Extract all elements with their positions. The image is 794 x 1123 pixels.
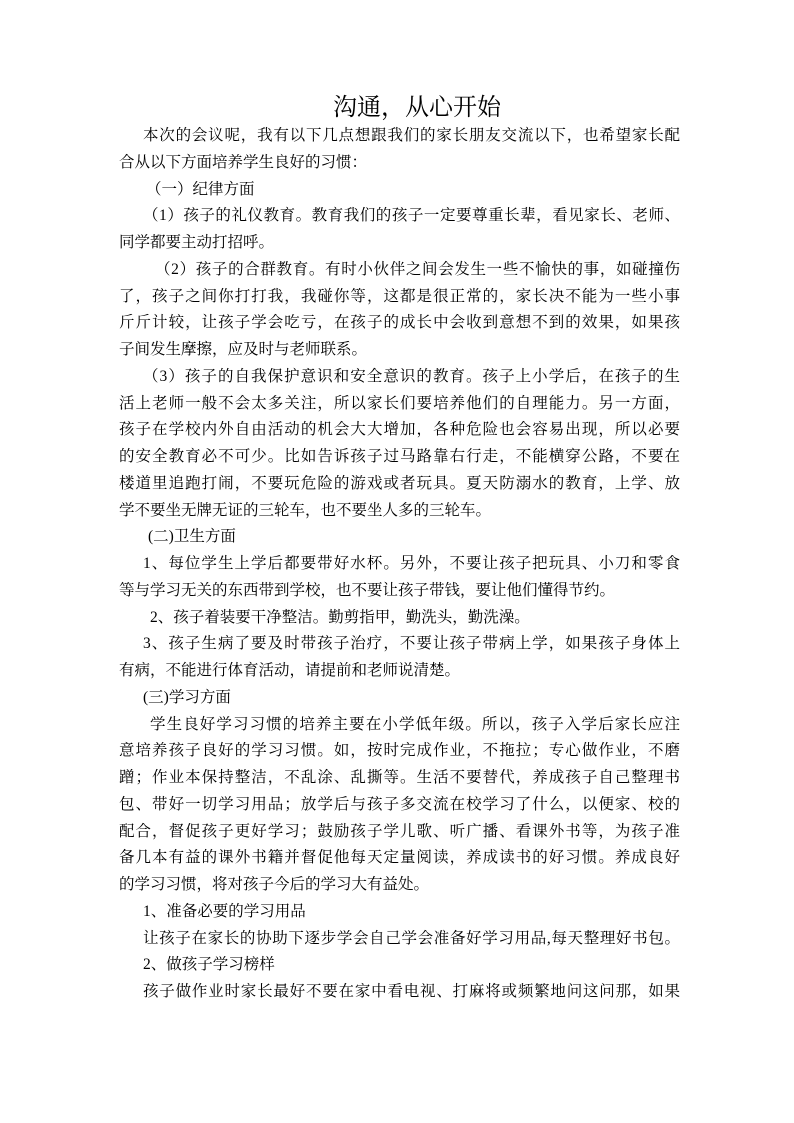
text-line: （1）孩子的礼仪教育。教育我们的孩子一定要尊重长辈，看见家长、老师、 [143,207,680,225]
sub-heading: 1、准备必要的学习用品 [143,902,306,920]
document-body [0,123,794,1006]
section-heading: （一）纪律方面 [146,180,255,198]
text-line: 2、孩子着装要干净整洁。勤剪指甲，勤洗头，勤洗澡。 [150,608,530,626]
text-line: （2）孩子的合群教育。有时小伙伴之间会发生一些不愉快的事，如碰撞伤 [155,260,680,278]
text-line: 等与学习无关的东西带到学校，也不要让孩子带钱，要让他们懂得节约。 [119,581,616,599]
section-heading: (三)学习方面 [143,688,231,706]
text-line: 孩子在学校内外自由活动的机会大大增加，各种危险也会容易出现，所以必要 [119,421,680,439]
text-line: 备几本有益的课外书籍并督促他每天定量阅读，养成读书的好习惯。养成良好 [119,849,680,867]
text-line: 包、带好一切学习用品；放学后与孩子多交流在校学习了什么，以便家、校的 [119,795,680,813]
text-line: 的安全教育必不可少。比如告诉孩子过马路靠右行走，不能横穿公路，不要在 [119,448,680,465]
text-line: 学不要坐无牌无证的三轮车，也不要坐人多的三轮车。 [119,501,492,519]
text-line: 的学习习惯，将对孩子今后的学习大有益处。 [119,876,430,893]
text-line: 同学都要主动打招呼。 [119,234,275,251]
text-line: 配合，督促孩子更好学习；鼓励孩子学儿歌、听广播、看课外书等，为孩子准 [119,822,680,840]
text-line: 楼道里追跑打闹，不要玩危险的游戏或者玩具。夏天防溺水的教育，上学、放 [119,474,680,492]
text-line: 了，孩子之间你打打我，我碰你等，这都是很正常的，家长决不能为一些小事 [119,287,680,305]
text-line: 3、孩子生病了要及时带孩子治疗，不要让孩子带病上学，如果孩子身体上 [143,635,680,653]
text-line: 斤斤计较，让孩子学会吃亏，在孩子的成长中会收到意想不到的效果，如果孩 [119,314,680,332]
section-heading: (二)卫生方面 [148,528,236,546]
text-line: 意培养孩子良好的学习习惯。如，按时完成作业，不拖拉；专心做作业，不磨 [119,742,680,760]
text-line: 本次的会议呢，我有以下几点想跟我们的家长朋友交流以下，也希望家长配 [143,127,680,144]
text-line: 孩子做作业时家长最好不要在家中看电视、打麻将或频繁地问这问那，如果 [143,983,680,1000]
text-line: （3）孩子的自我保护意识和安全意识的教育。孩子上小学后，在孩子的生 [143,367,680,385]
sub-heading: 2、做孩子学习榜样 [143,956,275,974]
document-title: 沟通，从心开始 [333,95,501,121]
text-line: 合从以下方面培养学生良好的习惯： [119,153,368,171]
text-line: 有病，不能进行体育活动，请提前和老师说清楚。 [119,662,461,679]
text-line: 活上老师一般不会太多关注，所以家长们要培养他们的自理能力。另一方面， [119,394,680,412]
text-line: 学生良好学习习惯的培养主要在小学低年级。所以，孩子入学后家长应注 [150,715,680,733]
text-line: 蹭；作业本保持整洁，不乱涂、乱撕等。生活不要替代，养成孩子自己整理书 [119,769,680,786]
text-line: 让孩子在家长的协助下逐步学会自己学会准备好学习用品,每天整理好书包。 [143,929,680,947]
text-line: 子间发生摩擦，应及时与老师联系。 [119,341,368,358]
text-line: 1、每位学生上学后都要带好水杯。另外，不要让孩子把玩具、小刀和零食 [143,555,680,572]
